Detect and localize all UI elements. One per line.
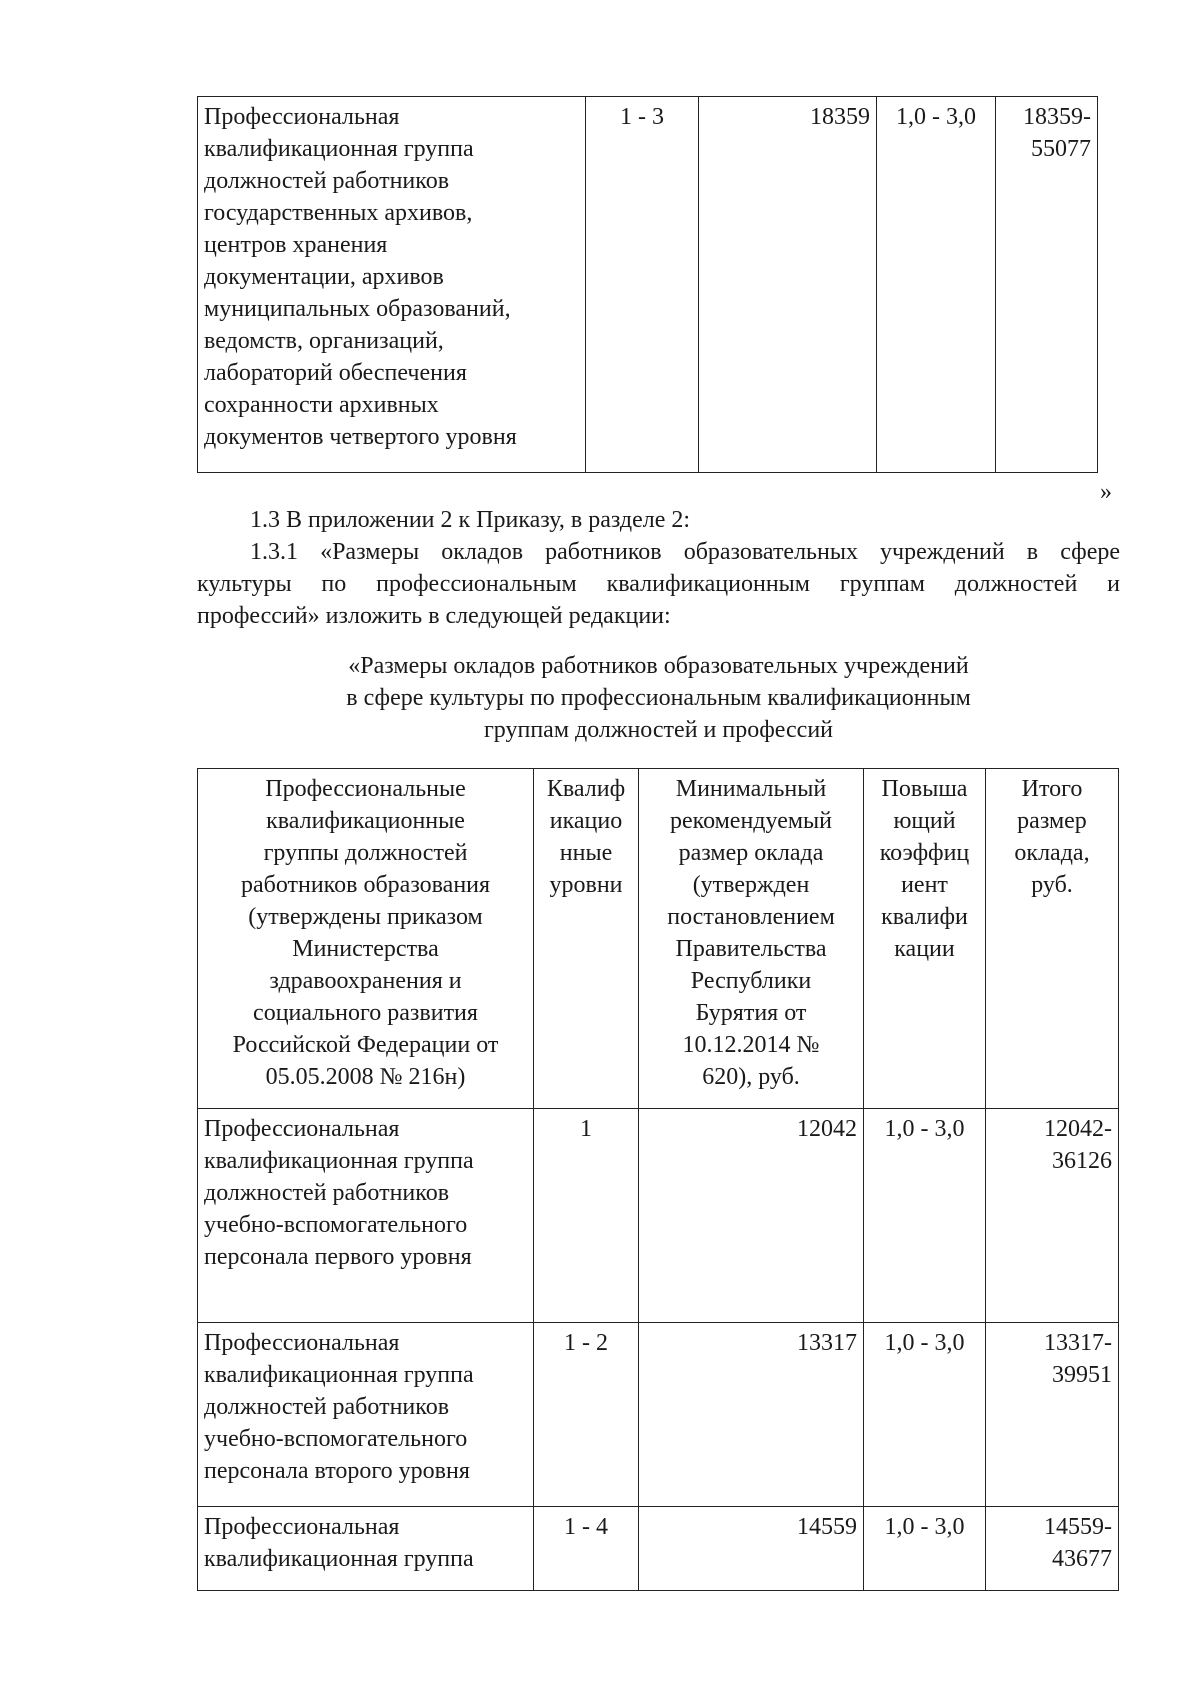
total-cell: 13317- 39951 (986, 1323, 1119, 1507)
coefficient-cell: 1,0 - 3,0 (864, 1109, 986, 1323)
paragraph-line: профессий» изложить в следующей редакции: (197, 603, 671, 629)
header-level: Квалиф икацио нные уровни (534, 769, 639, 1109)
level-cell: 1 - 4 (534, 1507, 639, 1591)
heading-line: группам должностей и профессий (483, 717, 834, 743)
group-cell: Профессиональная квалификационная группа должностей работников государственных архивов, центров хранения документации, архивов муниципальных образований, ведомств, организаций, лабораторий обеспечения сохранности архивных документов четвертого уровня (198, 97, 586, 473)
group-cell: Профессиональная квалификационная группа должностей работников учебно-вспомогательного персонала первого уровня (198, 1109, 534, 1323)
table-row (198, 97, 1098, 473)
group-cell: Профессиональная квалификационная группа (198, 1507, 534, 1591)
header-coefficient: Повыша ющий коэффиц иент квалифи кации (864, 769, 986, 1109)
table-row (198, 1323, 1119, 1507)
level-cell: 1 (534, 1109, 639, 1323)
level-cell: 1 - 3 (586, 97, 699, 473)
salary-cell: 18359 (699, 97, 877, 473)
header-total: Итого размер оклада, руб. (986, 769, 1119, 1109)
section-heading (197, 650, 1120, 746)
paragraph-line: 1.3.1 «Размеры окладов работников образовательных учреждений в сфере (250, 539, 1120, 565)
total-cell: 18359- 55077 (996, 97, 1098, 473)
paragraph-line: культуры по профессиональным квалификационным группам должностей и (197, 571, 1120, 597)
table-header-row (198, 769, 1119, 1109)
header-salary: Минимальный рекомендуемый размер оклада (утвержден постановлением Правительства Республики Бурятия от 10.12.2014 № 620), руб. (639, 769, 864, 1109)
salary-cell: 12042 (639, 1109, 864, 1323)
heading-line: в сфере культуры по профессиональным квалификационным (346, 685, 971, 711)
level-cell: 1 - 2 (534, 1323, 639, 1507)
coefficient-cell: 1,0 - 3,0 (877, 97, 996, 473)
heading-line: «Размеры окладов работников образовательных учреждений (348, 653, 969, 679)
paragraph-1-3: 1.3 В приложении 2 к Приказу, в разделе 2: (250, 507, 691, 533)
total-cell: 12042- 36126 (986, 1109, 1119, 1323)
table-row (198, 1109, 1119, 1323)
table-row (198, 1507, 1119, 1591)
salary-cell: 14559 (639, 1507, 864, 1591)
coefficient-cell: 1,0 - 3,0 (864, 1323, 986, 1507)
total-cell: 14559- 43677 (986, 1507, 1119, 1591)
closing-quote: » (1100, 479, 1112, 505)
group-cell: Профессиональная квалификационная группа должностей работников учебно-вспомогательного персонала второго уровня (198, 1323, 534, 1507)
header-group: Профессиональные квалификационные группы должностей работников образования (утверждены приказом Министерства здравоохранения и социального развития Российской Федерации от 05.05.2008 № 216н) (198, 769, 534, 1109)
coefficient-cell: 1,0 - 3,0 (864, 1507, 986, 1591)
paragraph-1-3-1 (197, 536, 1120, 632)
salary-cell: 13317 (639, 1323, 864, 1507)
top-salary-table (197, 96, 1098, 473)
salary-table (197, 768, 1119, 1591)
